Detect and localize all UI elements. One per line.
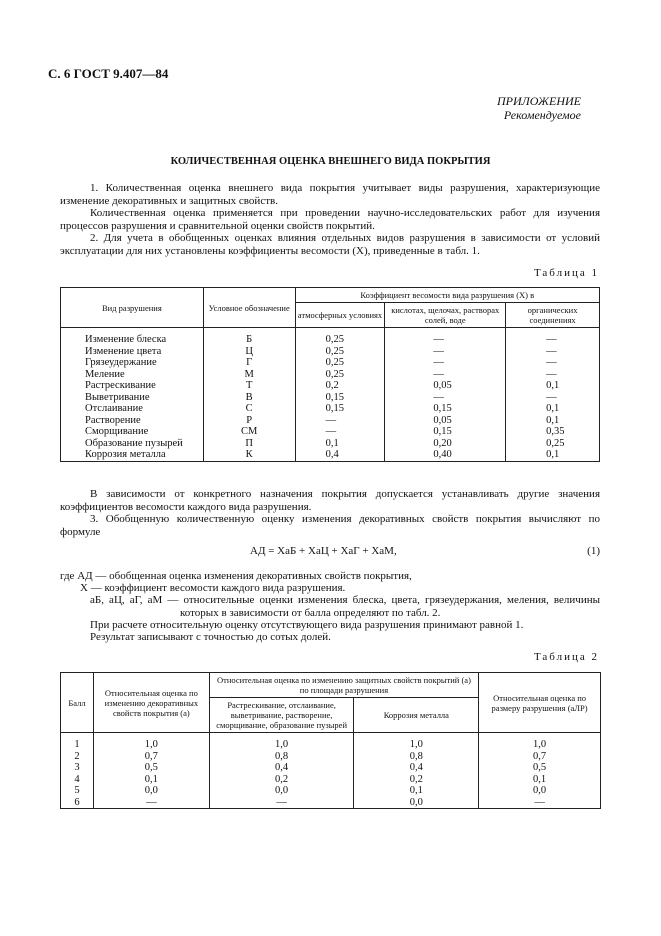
table-cell: М bbox=[203, 369, 295, 381]
table-cell: 0,1 bbox=[506, 403, 600, 415]
paragraph-7: Результат записывают с точностью до сотых долей. bbox=[90, 631, 331, 643]
table-cell: Растворение bbox=[61, 415, 204, 427]
table-cell: Образование пузырей bbox=[61, 438, 204, 450]
t2-header-score: Балл bbox=[61, 673, 94, 733]
table-row bbox=[61, 438, 600, 450]
table-cell: 6 bbox=[61, 797, 94, 809]
table-cell: 2 bbox=[61, 751, 94, 763]
table-cell: Сморщивание bbox=[61, 426, 204, 438]
formula: АД = ХаБ + ХаЦ + ХаГ + ХаМ, bbox=[250, 545, 397, 557]
table-cell: 0,1 bbox=[479, 774, 601, 786]
table-cell: 0,2 bbox=[295, 380, 385, 392]
table-cell: — bbox=[295, 415, 385, 427]
table-cell: — bbox=[385, 392, 506, 404]
table-cell: — bbox=[295, 426, 385, 438]
table-cell: — bbox=[385, 357, 506, 369]
where-a: аБ, аЦ, аГ, аМ — относительные оценки изменения блеска, цвета, грязеудержания, меления, величины которых в зависимости от балла определяют по табл. 2. bbox=[90, 594, 600, 619]
table-cell: 0,0 bbox=[209, 785, 354, 797]
paragraph-6: При расчете относительную оценку отсутствующего вида разрушения принимают равной 1. bbox=[90, 619, 524, 631]
table-cell: — bbox=[506, 392, 600, 404]
table-cell: — bbox=[506, 369, 600, 381]
table-row bbox=[61, 797, 601, 809]
t1-header-org: органических соединениях bbox=[506, 303, 600, 328]
table-row bbox=[61, 785, 601, 797]
table-cell: — bbox=[209, 797, 354, 809]
table-cell: 0,1 bbox=[295, 438, 385, 450]
table-cell: — bbox=[385, 369, 506, 381]
table-row bbox=[61, 774, 601, 786]
t1-header-acid: кислотах, щелочах, растворах солей, воде bbox=[385, 303, 506, 328]
paragraph-4: В зависимости от конкретного назначения покрытия допускается устанавливать другие значения коэффициентов весомости каждого вида разрушения. bbox=[60, 488, 600, 513]
table-cell: Растрескивание bbox=[61, 380, 204, 392]
table-row bbox=[61, 403, 600, 415]
table-cell: 0,0 bbox=[479, 785, 601, 797]
table-cell: — bbox=[479, 797, 601, 809]
table-cell: Р bbox=[203, 415, 295, 427]
document-title: КОЛИЧЕСТВЕННАЯ ОЦЕНКА ВНЕШНЕГО ВИДА ПОКРЫТИЯ bbox=[170, 156, 491, 167]
table-cell: 0,1 bbox=[93, 774, 209, 786]
table-cell: — bbox=[506, 346, 600, 358]
table-cell: 1,0 bbox=[479, 733, 601, 751]
table-row bbox=[61, 751, 601, 763]
table-cell: 0,8 bbox=[209, 751, 354, 763]
table-cell: 0,4 bbox=[295, 449, 385, 461]
appendix-label bbox=[497, 94, 581, 122]
t2-header-decor: Относительная оценка по изменению декоративных свойств покрытия (а) bbox=[93, 673, 209, 733]
table-row bbox=[61, 449, 600, 461]
appendix-subtitle: Рекомендуемое bbox=[503, 108, 581, 122]
table-cell: 0,15 bbox=[385, 426, 506, 438]
where-x: Х — коэффициент весомости каждого вида разрушения. bbox=[80, 582, 346, 594]
t2-header-crack: Растрескивание, отслаивание, выветривание, растворение, сморщивание, образование пузырей bbox=[209, 698, 354, 733]
table-cell: Грязеудержание bbox=[61, 357, 204, 369]
table-cell: Изменение блеска bbox=[61, 328, 204, 346]
table-cell: — bbox=[93, 797, 209, 809]
page-header: С. 6 ГОСТ 9.407—84 bbox=[48, 66, 169, 81]
table-2-caption: Таблица 2 bbox=[533, 651, 599, 663]
table-cell: 0,25 bbox=[295, 346, 385, 358]
table-cell: 0,05 bbox=[385, 380, 506, 392]
table-cell: Коррозия металла bbox=[61, 449, 204, 461]
table-cell: 0,15 bbox=[385, 403, 506, 415]
table-cell: Ц bbox=[203, 346, 295, 358]
table-cell: — bbox=[506, 357, 600, 369]
table-row bbox=[61, 357, 600, 369]
paragraph-1: 1. Количественная оценка внешнего вида покрытия учитывает виды разрушения, характеризующие изменение декоративных и защитных свойств. bbox=[60, 182, 600, 207]
table-cell: 0,2 bbox=[354, 774, 479, 786]
table-cell: 0,8 bbox=[354, 751, 479, 763]
t1-header-atm: атмосферных условиях bbox=[295, 303, 385, 328]
table-cell: 0,4 bbox=[354, 762, 479, 774]
table-cell: С bbox=[203, 403, 295, 415]
where-ad: где АД — обобщенная оценка изменения декоративных свойств покрытия, bbox=[60, 570, 412, 582]
table-row bbox=[61, 369, 600, 381]
appendix-title: ПРИЛОЖЕНИЕ bbox=[497, 94, 581, 108]
table-cell: 0,20 bbox=[385, 438, 506, 450]
table-row bbox=[61, 346, 600, 358]
table-cell: 0,1 bbox=[506, 449, 600, 461]
table-cell: В bbox=[203, 392, 295, 404]
table-cell: Отслаивание bbox=[61, 403, 204, 415]
paragraph-3: 2. Для учета в обобщенных оценках влияния отдельных видов разрушения в зависимости от условий эксплуатации для них установлены коэффициенты весомости (X), приведенные в табл. 1. bbox=[60, 232, 600, 257]
table-cell: 0,40 bbox=[385, 449, 506, 461]
table-row bbox=[61, 415, 600, 427]
table-2 bbox=[60, 672, 601, 809]
table-cell: 5 bbox=[61, 785, 94, 797]
table-cell: 0,5 bbox=[93, 762, 209, 774]
t1-header-symbol: Условное обозначение bbox=[203, 288, 295, 328]
table-row bbox=[61, 426, 600, 438]
formula-number: (1) bbox=[587, 545, 600, 557]
table-cell: К bbox=[203, 449, 295, 461]
t2-header-size: Относительная оценка по размеру разрушения (аЛР) bbox=[479, 673, 601, 733]
table-cell: 0,25 bbox=[506, 438, 600, 450]
table-cell: — bbox=[506, 328, 600, 346]
table-cell: 3 bbox=[61, 762, 94, 774]
table-cell: 0,15 bbox=[295, 392, 385, 404]
table-cell: 0,25 bbox=[295, 357, 385, 369]
table-cell: 0,7 bbox=[93, 751, 209, 763]
t1-header-type: Вид разрушения bbox=[61, 288, 204, 328]
table-cell: П bbox=[203, 438, 295, 450]
table-1-caption: Таблица 1 bbox=[533, 267, 599, 279]
table-cell: Выветривание bbox=[61, 392, 204, 404]
table-cell: 0,25 bbox=[295, 328, 385, 346]
table-1 bbox=[60, 287, 600, 462]
table-cell: Б bbox=[203, 328, 295, 346]
table-cell: 0,0 bbox=[354, 797, 479, 809]
table-cell: 1 bbox=[61, 733, 94, 751]
table-cell: 4 bbox=[61, 774, 94, 786]
table-row bbox=[61, 380, 600, 392]
table-cell: 0,1 bbox=[506, 380, 600, 392]
table-cell: 0,5 bbox=[479, 762, 601, 774]
table-cell: 0,1 bbox=[506, 415, 600, 427]
paragraph-2: Количественная оценка применяется при проведении научно-исследовательских работ для изучения процессов разрушения и сравнительной оценки свойств покрытий. bbox=[60, 207, 600, 232]
table-cell: 1,0 bbox=[209, 733, 354, 751]
table-cell: 0,0 bbox=[93, 785, 209, 797]
table-row bbox=[61, 392, 600, 404]
table-cell: 0,05 bbox=[385, 415, 506, 427]
table-cell: Изменение цвета bbox=[61, 346, 204, 358]
table-row bbox=[61, 733, 601, 751]
table-cell: СМ bbox=[203, 426, 295, 438]
table-cell: 0,4 bbox=[209, 762, 354, 774]
table-cell: 0,25 bbox=[295, 369, 385, 381]
table-row bbox=[61, 328, 600, 346]
table-cell: 0,7 bbox=[479, 751, 601, 763]
t2-header-protect: Относительная оценка по изменению защитных свойств покрытий (а) по площади разрушения bbox=[209, 673, 478, 698]
t2-header-corrosion: Коррозия металла bbox=[354, 698, 479, 733]
table-cell: Меление bbox=[61, 369, 204, 381]
table-cell: 1,0 bbox=[354, 733, 479, 751]
table-cell: Г bbox=[203, 357, 295, 369]
table-row bbox=[61, 762, 601, 774]
table-cell: 0,2 bbox=[209, 774, 354, 786]
table-cell: Т bbox=[203, 380, 295, 392]
table-cell: 0,15 bbox=[295, 403, 385, 415]
t1-header-coef: Коэффициент весомости вида разрушения (X) в bbox=[295, 288, 599, 303]
table-cell: — bbox=[385, 328, 506, 346]
table-cell: 1,0 bbox=[93, 733, 209, 751]
table-cell: 0,1 bbox=[354, 785, 479, 797]
table-cell: — bbox=[385, 346, 506, 358]
table-cell: 0,35 bbox=[506, 426, 600, 438]
paragraph-5: 3. Обобщенную количественную оценку изменения декоративных свойств покрытия вычисляют по формуле bbox=[60, 513, 600, 538]
